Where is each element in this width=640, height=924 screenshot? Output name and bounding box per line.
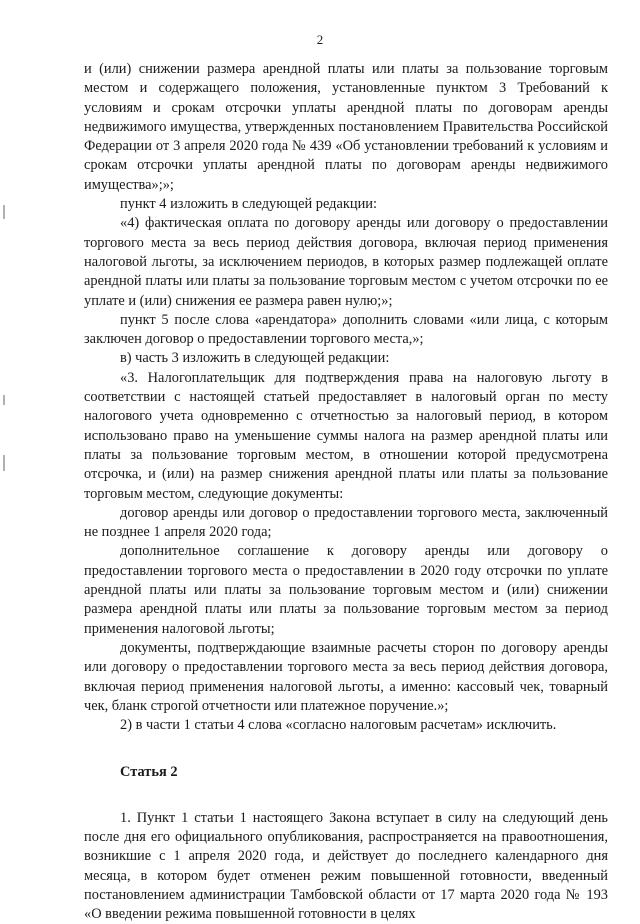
paragraph: и (или) снижении размера арендной платы или платы за пользование торговым местом и содержащего положения, установленные пунктом 3 Требований к условиям и срокам отсрочки уплаты арендной платы по договорам аренды недвижимого имущества, утвержденных постановлением Правительства Российской Федерации от 3 апреля 2020 года № 439 «Об установлении требований к условиям и срокам отсрочки уплаты арендной платы по договорам аренды недвижимого имущества»;»; bbox=[84, 61, 608, 193]
paragraph: документы, подтверждающие взаимные расчеты сторон по договору аренды или договору о предоставлении торгового места за весь период действия договора, включая период применения налоговой льготы, а именно: кассовый чек, товарный чек, бланк строгой отчетности или платежное поручение.»; bbox=[84, 639, 608, 714]
article-heading: Статья 2 bbox=[120, 764, 178, 781]
paragraph: «3. Налогоплательщик для подтверждения права на налоговую льготу в соответствии с настоящей статьей предоставляет в налоговый орган по месту налогового учета одновременно с отчетностью за налоговый период, в котором использовано право на уменьшение суммы налога на размер арендной платы или платы за пользование торговым местом, в отношении которой предусмотрена отсрочка, и (или) на размер снижения арендной платы или платы за пользование торговым местом, следующие документы: bbox=[84, 369, 608, 502]
paragraph: «4) фактическая оплата по договору аренды или договору о предоставлении торгового места за весь период действия договора, включая период применения налоговой льготы, за исключением периодов, в которых размер подлежащей оплате арендной платы или платы за пользование торговым местом с учетом отсрочки по ее уплате и (или) снижения ее размера равен нулю;»; bbox=[84, 215, 608, 309]
paragraph: в) часть 3 изложить в следующей редакции: bbox=[120, 350, 390, 367]
paragraph: пункт 4 изложить в следующей редакции: bbox=[120, 196, 377, 213]
left-margin-mark bbox=[3, 395, 5, 405]
page-number: 2 bbox=[316, 32, 324, 47]
paragraph: дополнительное соглашение к договору аренды или договору о предоставлении торгового места о предоставлении в 2020 году отсрочки по уплате арендной платы или платы за пользование торговым местом и (или) снижении размера арендной платы или платы за пользование торговым местом за период применения налоговой льготы; bbox=[84, 543, 608, 637]
paragraph: 1. Пункт 1 статьи 1 настоящего Закона вступает в силу на следующий день после дня его официального опубликования, распространяется на правоотношения, возникшие с 1 апреля 2020 года, и действует до последнего календарного дня месяца, в котором будет отменен режим повышенной готовности, введенный постановлением администрации Тамбовской области от 17 марта 2020 года № 193 «О введении режима повышенной готовности в целях bbox=[84, 809, 608, 923]
paragraph: 2) в части 1 статьи 4 слова «согласно налоговым расчетам» исключить. bbox=[120, 717, 557, 734]
document-body bbox=[84, 60, 608, 924]
paragraph: пункт 5 после слова «арендатора» дополнить словами «или лица, с которым заключен договор о предоставлении торгового места,»; bbox=[84, 311, 608, 348]
left-margin-mark bbox=[3, 205, 5, 219]
paragraph: договор аренды или договор о предоставлении торгового места, заключенный не позднее 1 апреля 2020 года; bbox=[84, 504, 608, 541]
left-margin-mark bbox=[3, 455, 5, 471]
